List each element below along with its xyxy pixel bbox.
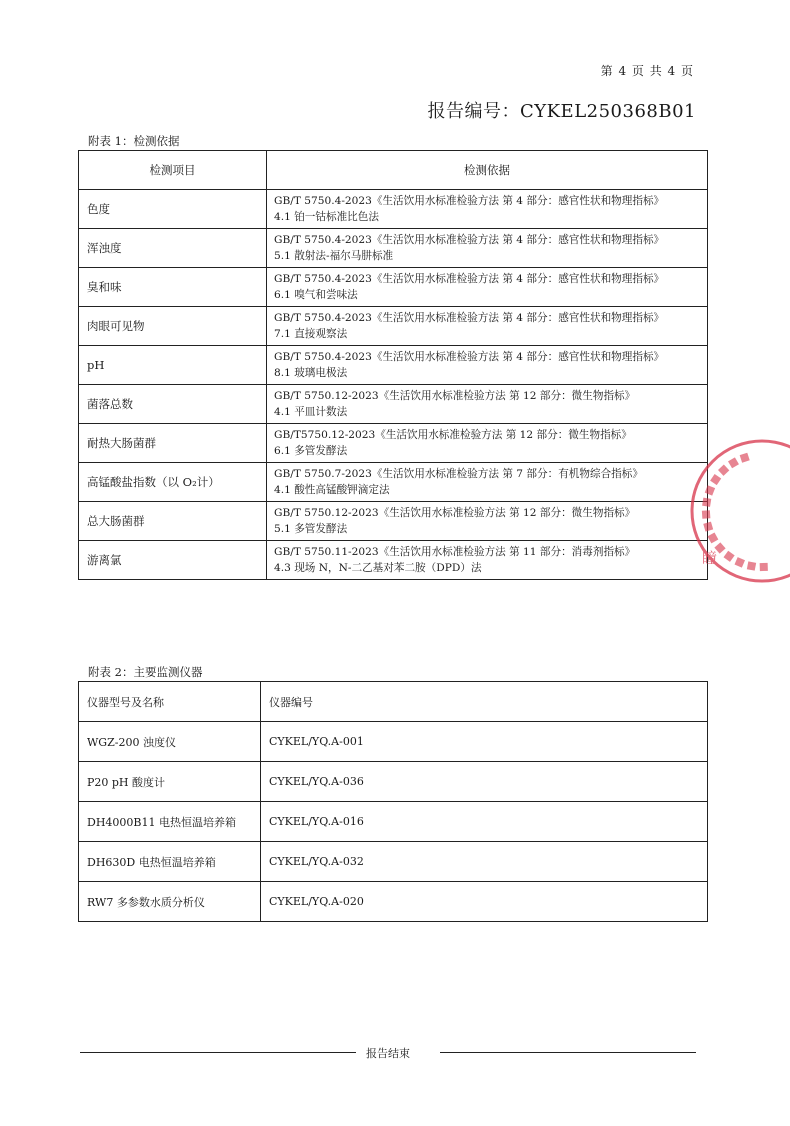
seal-glyph-mark bbox=[707, 533, 718, 544]
basis-cell bbox=[267, 346, 708, 385]
item-cell: 臭和味 bbox=[79, 268, 267, 307]
column-header-item: 检测项目 bbox=[79, 151, 267, 190]
seal-glyph-mark bbox=[703, 522, 713, 532]
item-cell: 总大肠菌群 bbox=[79, 502, 267, 541]
seal-glyph-mark bbox=[723, 551, 734, 562]
table-row bbox=[79, 190, 708, 229]
basis-standard: GB/T 5750.7-2023《生活饮用水标准检验方法 第 7 部分：有机物综合指标》 bbox=[274, 468, 643, 480]
seal-glyph-mark bbox=[760, 563, 768, 571]
seal-glyph-mark bbox=[718, 465, 729, 476]
basis-standard: GB/T 5750.12-2023《生活饮用水标准检验方法 第 12 部分：微生物指标》 bbox=[274, 507, 636, 519]
basis-method: 5.1 散射法-福尔马肼标准 bbox=[274, 250, 394, 262]
seal-glyph-mark bbox=[735, 557, 746, 568]
basis-standard: GB/T 5750.4-2023《生活饮用水标准检验方法 第 4 部分：感官性状和物理指标》 bbox=[274, 351, 665, 363]
basis-standard: GB/T5750.12-2023《生活饮用水标准检验方法 第 12 部分：微生物指标》 bbox=[274, 429, 632, 441]
seal-glyph-mark bbox=[728, 457, 739, 468]
item-cell: 高锰酸盐指数（以 O₂计） bbox=[79, 463, 267, 502]
table-row bbox=[79, 268, 708, 307]
item-cell: 浑浊度 bbox=[79, 229, 267, 268]
basis-cell bbox=[267, 190, 708, 229]
instrument-name-cell: P20 pH 酸度计 bbox=[79, 762, 261, 802]
seal-character: 瞳 bbox=[702, 549, 718, 567]
column-header-basis: 检测依据 bbox=[267, 151, 708, 190]
table-row bbox=[79, 346, 708, 385]
instrument-name-cell: DH4000B11 电热恒温培养箱 bbox=[79, 802, 261, 842]
table2-caption: 附表 2：主要监测仪器 bbox=[88, 665, 203, 679]
basis-standard: GB/T 5750.4-2023《生活饮用水标准检验方法 第 4 部分：感官性状和物理指标》 bbox=[274, 234, 665, 246]
item-cell: 色度 bbox=[79, 190, 267, 229]
column-header-instrument-name: 仪器型号及名称 bbox=[79, 682, 261, 722]
table-row bbox=[79, 802, 708, 842]
seal-glyph-mark bbox=[710, 474, 721, 485]
instrument-code-cell: CYKEL/YQ.A-020 bbox=[261, 882, 708, 922]
report-number: 报告编号：CYKEL250368B01 bbox=[427, 101, 696, 122]
seal-glyph-mark bbox=[702, 510, 710, 518]
basis-method: 6.1 嗅气和尝味法 bbox=[274, 289, 358, 301]
seal-glyph-mark bbox=[705, 485, 715, 495]
instrument-code-cell: CYKEL/YQ.A-001 bbox=[261, 722, 708, 762]
basis-standard: GB/T 5750.11-2023《生活饮用水标准检验方法 第 11 部分：消毒剂指标》 bbox=[274, 546, 636, 558]
instrument-name-cell: RW7 多参数水质分析仪 bbox=[79, 882, 261, 922]
basis-cell bbox=[267, 541, 708, 580]
item-cell: 菌落总数 bbox=[79, 385, 267, 424]
table-header-row bbox=[79, 151, 708, 190]
item-cell: 游离氯 bbox=[79, 541, 267, 580]
page-number: 第 4 页 共 4 页 bbox=[600, 64, 694, 78]
basis-cell bbox=[267, 463, 708, 502]
footer-divider-right bbox=[440, 1052, 696, 1053]
report-end-text: 报告结束 bbox=[366, 1047, 410, 1060]
detection-basis-table bbox=[78, 150, 708, 580]
basis-cell bbox=[267, 385, 708, 424]
basis-standard: GB/T 5750.4-2023《生活饮用水标准检验方法 第 4 部分：感官性状和物理指标》 bbox=[274, 195, 665, 207]
column-header-instrument-code: 仪器编号 bbox=[261, 682, 708, 722]
table-row bbox=[79, 502, 708, 541]
basis-method: 6.1 多管发酵法 bbox=[274, 445, 348, 457]
basis-method: 5.1 多管发酵法 bbox=[274, 523, 348, 535]
basis-method: 4.1 铂一钴标准比色法 bbox=[274, 211, 379, 223]
instrument-code-cell: CYKEL/YQ.A-032 bbox=[261, 842, 708, 882]
item-cell: pH bbox=[79, 346, 267, 385]
instrument-name-cell: DH630D 电热恒温培养箱 bbox=[79, 842, 261, 882]
footer-divider-left bbox=[80, 1052, 356, 1053]
item-cell: 耐热大肠菌群 bbox=[79, 424, 267, 463]
basis-standard: GB/T 5750.12-2023《生活饮用水标准检验方法 第 12 部分：微生物指标》 bbox=[274, 390, 636, 402]
basis-cell bbox=[267, 229, 708, 268]
basis-method: 8.1 玻璃电极法 bbox=[274, 367, 348, 379]
seal-glyph-mark bbox=[747, 561, 756, 570]
basis-standard: GB/T 5750.4-2023《生活饮用水标准检验方法 第 4 部分：感官性状和物理指标》 bbox=[274, 312, 665, 324]
basis-method: 4.3 现场 N，N-二乙基对苯二胺（DPD）法 bbox=[274, 562, 482, 574]
table-row bbox=[79, 307, 708, 346]
table-row bbox=[79, 229, 708, 268]
table-header-row bbox=[79, 682, 708, 722]
basis-method: 4.1 酸性高锰酸钾滴定法 bbox=[274, 484, 390, 496]
inspection-seal bbox=[672, 435, 790, 587]
table-row bbox=[79, 762, 708, 802]
basis-method: 7.1 直接观察法 bbox=[274, 328, 348, 340]
table-row bbox=[79, 842, 708, 882]
table-row bbox=[79, 424, 708, 463]
instrument-table bbox=[78, 681, 708, 922]
table-row bbox=[79, 541, 708, 580]
instrument-code-cell: CYKEL/YQ.A-016 bbox=[261, 802, 708, 842]
basis-standard: GB/T 5750.4-2023《生活饮用水标准检验方法 第 4 部分：感官性状和物理指标》 bbox=[274, 273, 665, 285]
basis-cell bbox=[267, 424, 708, 463]
basis-cell bbox=[267, 268, 708, 307]
table-row bbox=[79, 463, 708, 502]
seal-glyph-mark bbox=[740, 453, 750, 463]
seal-glyph-mark bbox=[702, 498, 711, 507]
instrument-name-cell: WGZ-200 浊度仪 bbox=[79, 722, 261, 762]
table-row bbox=[79, 385, 708, 424]
item-cell: 肉眼可见物 bbox=[79, 307, 267, 346]
table1-caption: 附表 1：检测依据 bbox=[88, 134, 180, 148]
table-row bbox=[79, 722, 708, 762]
instrument-code-cell: CYKEL/YQ.A-036 bbox=[261, 762, 708, 802]
basis-method: 4.1 平皿计数法 bbox=[274, 406, 348, 418]
table-row bbox=[79, 882, 708, 922]
basis-cell bbox=[267, 502, 708, 541]
basis-cell bbox=[267, 307, 708, 346]
